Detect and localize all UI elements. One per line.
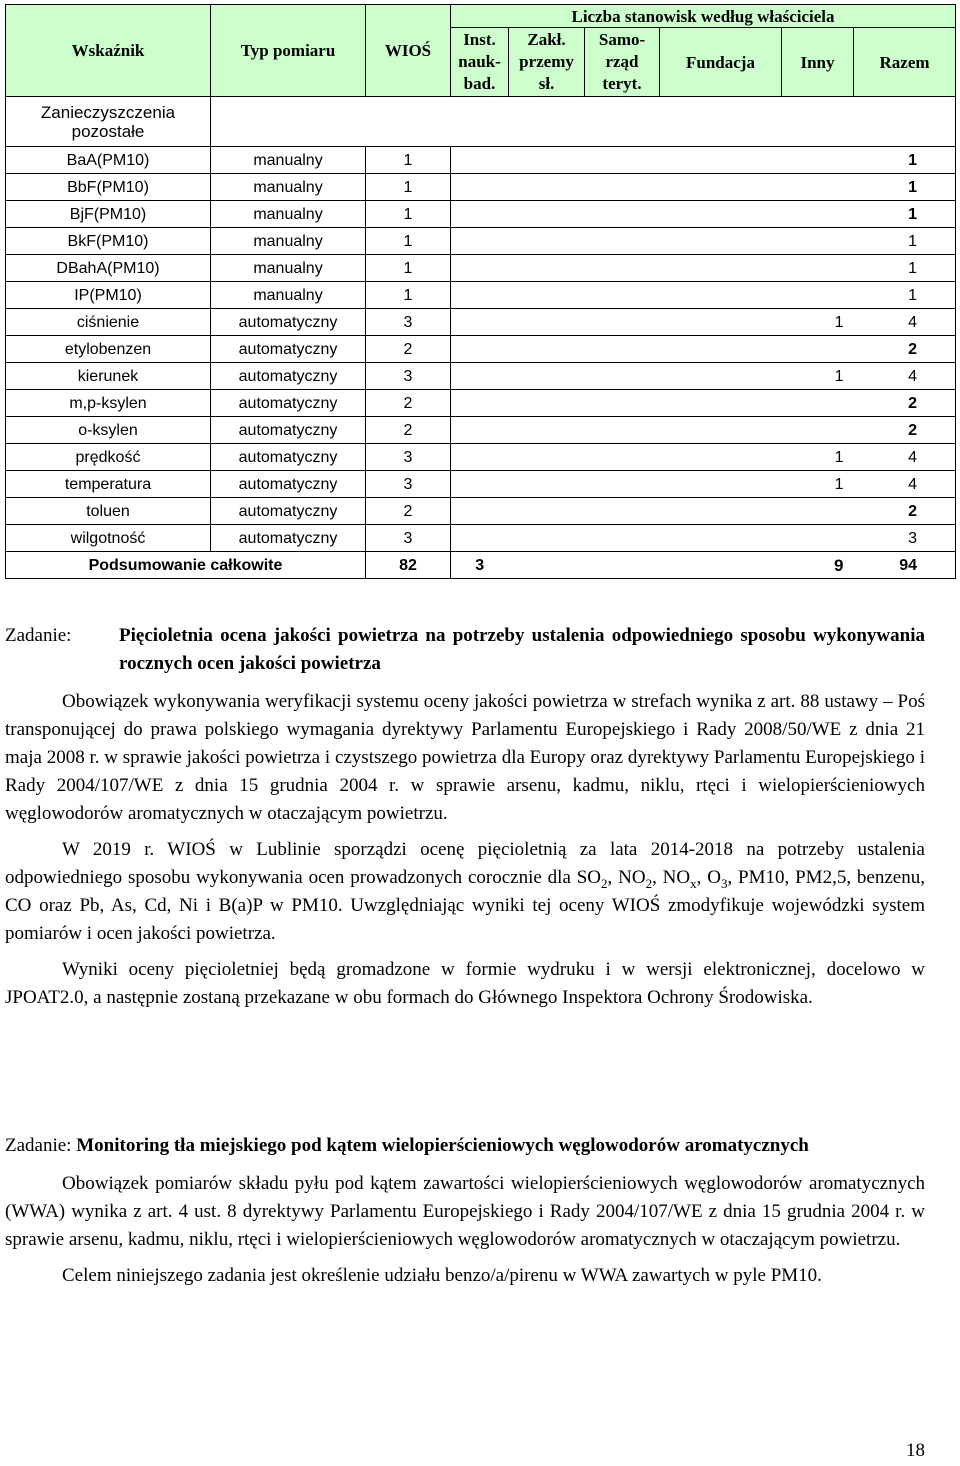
cell-inny <box>782 147 854 174</box>
cell-razem: 1 <box>854 174 956 201</box>
header-inny: Inny <box>782 28 854 97</box>
cell-fundacja <box>660 417 782 444</box>
task1-heading <box>5 622 925 678</box>
cell-razem: 4 <box>854 309 956 336</box>
cell-type: automatyczny <box>211 336 366 363</box>
table-row <box>6 201 956 228</box>
cell-razem: 1 <box>854 282 956 309</box>
cell-samorzad <box>585 444 660 471</box>
cell-inst <box>451 390 509 417</box>
summary-inst: 3 <box>451 552 509 579</box>
cell-inny <box>782 498 854 525</box>
cell-type: automatyczny <box>211 525 366 552</box>
table-row <box>6 255 956 282</box>
cell-samorzad <box>585 498 660 525</box>
cell-inny: 1 <box>782 444 854 471</box>
cell-samorzad <box>585 174 660 201</box>
cell-zakl <box>509 498 585 525</box>
task2-heading <box>5 1132 925 1160</box>
cell-razem: 1 <box>854 201 956 228</box>
cell-type: automatyczny <box>211 471 366 498</box>
cell-type: manualny <box>211 282 366 309</box>
cell-zakl <box>509 147 585 174</box>
cell-wios: 3 <box>366 471 451 498</box>
cell-wios: 1 <box>366 255 451 282</box>
table-row <box>6 282 956 309</box>
task1-paragraph-3: Wyniki oceny pięcioletniej będą gromadzone w formie wydruku i w wersji elektronicznej, docelowo w JPOAT2.0, a następnie zostaną przekazane w obu formach do Głównego Inspektora Ochrony Środowiska. <box>5 959 925 1008</box>
cell-inny: 1 <box>782 363 854 390</box>
cell-razem: 2 <box>854 336 956 363</box>
cell-samorzad <box>585 147 660 174</box>
cell-inst <box>451 417 509 444</box>
cell-wios: 2 <box>366 390 451 417</box>
cell-inst <box>451 525 509 552</box>
cell-inst <box>451 147 509 174</box>
cell-fundacja <box>660 147 782 174</box>
cell-indicator: BbF(PM10) <box>6 174 211 201</box>
cell-zakl <box>509 444 585 471</box>
table-row <box>6 336 956 363</box>
section-label: Zanieczyszczenia pozostałe <box>6 97 211 147</box>
cell-inst <box>451 471 509 498</box>
cell-inst <box>451 282 509 309</box>
cell-samorzad <box>585 471 660 498</box>
cell-wios: 2 <box>366 336 451 363</box>
cell-wios: 3 <box>366 363 451 390</box>
table-row <box>6 363 956 390</box>
cell-razem: 3 <box>854 525 956 552</box>
task1-label: Zadanie: <box>5 625 72 646</box>
table-row <box>6 228 956 255</box>
cell-zakl <box>509 282 585 309</box>
cell-indicator: m,p-ksylen <box>6 390 211 417</box>
stations-table <box>5 4 956 579</box>
cell-indicator: o-ksylen <box>6 417 211 444</box>
section-spacer <box>211 97 956 147</box>
cell-zakl <box>509 336 585 363</box>
cell-inny <box>782 282 854 309</box>
cell-razem: 1 <box>854 228 956 255</box>
summary-label: Podsumowanie całkowite <box>6 552 366 579</box>
cell-inny <box>782 255 854 282</box>
summary-wios: 82 <box>366 552 451 579</box>
cell-inst <box>451 336 509 363</box>
cell-zakl <box>509 471 585 498</box>
cell-samorzad <box>585 336 660 363</box>
cell-indicator: BjF(PM10) <box>6 201 211 228</box>
cell-type: automatyczny <box>211 498 366 525</box>
cell-indicator: DBahA(PM10) <box>6 255 211 282</box>
table-row <box>6 417 956 444</box>
cell-inst <box>451 201 509 228</box>
cell-fundacja <box>660 525 782 552</box>
cell-zakl <box>509 417 585 444</box>
cell-wios: 1 <box>366 201 451 228</box>
cell-razem: 2 <box>854 390 956 417</box>
cell-fundacja <box>660 390 782 417</box>
page-number: 18 <box>906 1440 925 1461</box>
table-row <box>6 471 956 498</box>
cell-type: automatyczny <box>211 363 366 390</box>
cell-razem: 4 <box>854 363 956 390</box>
cell-razem: 2 <box>854 417 956 444</box>
cell-fundacja <box>660 201 782 228</box>
cell-samorzad <box>585 309 660 336</box>
task1 <box>5 622 925 1012</box>
cell-wios: 3 <box>366 444 451 471</box>
header-samorzad: Samo-rząd teryt. <box>585 28 660 97</box>
cell-wios: 1 <box>366 147 451 174</box>
cell-indicator: kierunek <box>6 363 211 390</box>
cell-fundacja <box>660 309 782 336</box>
cell-inny <box>782 390 854 417</box>
cell-inny: 1 <box>782 471 854 498</box>
cell-zakl <box>509 174 585 201</box>
table-row <box>6 498 956 525</box>
cell-type: manualny <box>211 228 366 255</box>
cell-fundacja <box>660 363 782 390</box>
cell-type: manualny <box>211 147 366 174</box>
cell-samorzad <box>585 201 660 228</box>
cell-fundacja <box>660 336 782 363</box>
header-fundacja: Fundacja <box>660 28 782 97</box>
cell-wios: 1 <box>366 174 451 201</box>
cell-zakl <box>509 390 585 417</box>
cell-razem: 4 <box>854 471 956 498</box>
cell-indicator: etylobenzen <box>6 336 211 363</box>
cell-fundacja <box>660 444 782 471</box>
cell-zakl <box>509 309 585 336</box>
task1-paragraph-2: W 2019 r. WIOŚ w Lublinie sporządzi ocenę pięcioletnią za lata 2014-2018 na potrzeby ustalenia odpowiedniego sposobu wykonywania ocen prowadzonych corocznie dla $SO_2$, $NO_2$, $NO_x$, $O_3$, PM10, PM2,5, benzenu, CO oraz Pb, As, Cd, Ni i B(a)P w PM10. Uwzględniając wyniki tej oceny WIOŚ zmodyfikuje wojewódzki system pomiarów i ocen jakości powietrza. <box>5 839 925 944</box>
cell-samorzad <box>585 282 660 309</box>
cell-type: automatyczny <box>211 390 366 417</box>
cell-razem: 4 <box>854 444 956 471</box>
cell-indicator: toluen <box>6 498 211 525</box>
task1-title: Pięcioletnia ocena jakości powietrza na potrzeby ustalenia odpowiedniego sposobu wykonywania rocznych ocen jakości powietrza <box>119 625 925 674</box>
cell-samorzad <box>585 525 660 552</box>
table-row <box>6 147 956 174</box>
cell-samorzad <box>585 255 660 282</box>
cell-wios: 2 <box>366 498 451 525</box>
header-owner-group: Liczba stanowisk według właściciela <box>451 5 956 28</box>
cell-indicator: prędkość <box>6 444 211 471</box>
table-row <box>6 309 956 336</box>
cell-inst <box>451 255 509 282</box>
cell-type: automatyczny <box>211 444 366 471</box>
cell-zakl <box>509 228 585 255</box>
cell-indicator: ciśnienie <box>6 309 211 336</box>
cell-inny <box>782 228 854 255</box>
cell-zakl <box>509 363 585 390</box>
cell-indicator: wilgotność <box>6 525 211 552</box>
cell-inst <box>451 228 509 255</box>
table-row <box>6 174 956 201</box>
cell-inny: 1 <box>782 309 854 336</box>
task2 <box>5 1132 925 1290</box>
cell-inny <box>782 174 854 201</box>
cell-type: manualny <box>211 201 366 228</box>
cell-fundacja <box>660 174 782 201</box>
header-measurement-type: Typ pomiaru <box>211 5 366 97</box>
cell-type: automatyczny <box>211 309 366 336</box>
cell-wios: 3 <box>366 309 451 336</box>
cell-fundacja <box>660 471 782 498</box>
header-zakl: Zakł. przemy sł. <box>509 28 585 97</box>
cell-indicator: BaA(PM10) <box>6 147 211 174</box>
cell-inny <box>782 417 854 444</box>
cell-razem: 1 <box>854 147 956 174</box>
table-row <box>6 444 956 471</box>
cell-indicator: BkF(PM10) <box>6 228 211 255</box>
task2-title: Monitoring tła miejskiego pod kątem wielopierścieniowych węglowodorów aromatycznych <box>76 1135 809 1156</box>
cell-inny <box>782 201 854 228</box>
task2-label: Zadanie: <box>5 1135 72 1156</box>
cell-fundacja <box>660 282 782 309</box>
cell-indicator: IP(PM10) <box>6 282 211 309</box>
header-inst: Inst. nauk-bad. <box>451 28 509 97</box>
cell-type: automatyczny <box>211 417 366 444</box>
cell-zakl <box>509 201 585 228</box>
cell-zakl <box>509 525 585 552</box>
task1-paragraph-1: Obowiązek wykonywania weryfikacji systemu oceny jakości powietrza w strefach wynika z art. 88 ustawy – Poś transponującej do prawa polskiego wymagania dyrektywy Parlamentu Europejskiego i Rady 2008/50/WE z dnia 21 maja 2008 r. w sprawie jakości powietrza i czystszego powietrza dla Europy oraz dyrektywy Parlamentu Europejskiego i Rady 2004/107/WE z dnia 15 grudnia 2004 r. w sprawie arsenu, kadmu, niklu, rtęci i wielopierścieniowych węglowodorów aromatycznych w otaczającym powietrzu. <box>5 691 925 824</box>
header-wios: WIOŚ <box>366 5 451 97</box>
header-razem: Razem <box>854 28 956 97</box>
cell-inny <box>782 525 854 552</box>
summary-row <box>6 552 956 579</box>
cell-inst <box>451 498 509 525</box>
summary-razem: 94 <box>854 552 956 579</box>
cell-samorzad <box>585 390 660 417</box>
task2-paragraph-2: Celem niniejszego zadania jest określenie udziału benzo/a/pirenu w WWA zawartych w pyle PM10. <box>62 1265 822 1286</box>
cell-samorzad <box>585 228 660 255</box>
cell-type: manualny <box>211 255 366 282</box>
cell-wios: 1 <box>366 228 451 255</box>
cell-indicator: temperatura <box>6 471 211 498</box>
cell-fundacja <box>660 228 782 255</box>
header-indicator: Wskaźnik <box>6 5 211 97</box>
cell-samorzad <box>585 363 660 390</box>
cell-zakl <box>509 255 585 282</box>
cell-fundacja <box>660 255 782 282</box>
task2-paragraph-1: Obowiązek pomiarów składu pyłu pod kątem zawartości wielopierścieniowych węglowodorów aromatycznych (WWA) wynika z art. 4 ust. 8 dyrektywy Parlamentu Europejskiego i Rady 2004/107/WE z dnia 15 grudnia 2004 r. w sprawie arsenu, kadmu, niklu, rtęci i wielopierścieniowych węglowodorów aromatycznych w otaczającym powietrzu. <box>5 1173 925 1250</box>
cell-razem: 1 <box>854 255 956 282</box>
cell-samorzad <box>585 417 660 444</box>
cell-wios: 3 <box>366 525 451 552</box>
cell-inst <box>451 309 509 336</box>
table-row <box>6 525 956 552</box>
cell-inny <box>782 336 854 363</box>
cell-type: manualny <box>211 174 366 201</box>
cell-inst <box>451 174 509 201</box>
cell-inst <box>451 363 509 390</box>
cell-razem: 2 <box>854 498 956 525</box>
cell-fundacja <box>660 498 782 525</box>
cell-wios: 2 <box>366 417 451 444</box>
table-row <box>6 390 956 417</box>
summary-inny: 9 <box>509 552 854 579</box>
cell-wios: 1 <box>366 282 451 309</box>
cell-inst <box>451 444 509 471</box>
